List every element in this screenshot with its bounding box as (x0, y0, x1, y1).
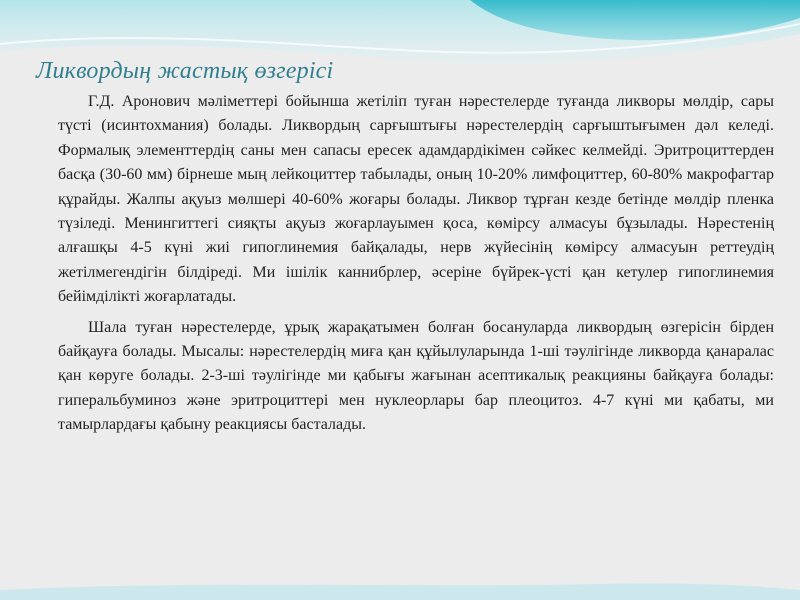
slide-body (58, 90, 774, 438)
slide-title: Ликвордың жастық өзгерісі (36, 58, 334, 84)
body-paragraph-2: Шала туған нәрестелерде, ұрық жарақатымен болған босануларда ликвордың өзгерісін бірден байқауға болады. Мысалы: нәрестелердің миға қан құйылуларында 1-ші тәулігінде ликворда қанаралас қан көруге болады. 2-3-ші тәулігінде ми қабығы жағынан асептикалық реакцияны байқауға болады: гиперальбуминоз және эритроциттері мен нуклеорлары бар плеоцитоз. 4-7 күні ми қабаты, ми тамырлардағы қабыну реакциясы басталады. (58, 318, 774, 434)
body-paragraph-1: Г.Д. Аронович мәліметтері бойынша жетіліп туған нәрестелерде туғанда ликворы мөлдір, сары түсті (исинтохмания) болады. Ликвордың сарғыштығы нәрестелердің сарғыштығымен дәл келеді. Формалық элементтердің саны мен сапасы ересек адамдардікімен сәйкес келмейді. Эритроциттерден басқа (30-60 мм) бірнеше мың лейкоциттер табылады, оның 10-20% лимфоциттер, 60-80% макрофагтар құрайды. Жалпы ақуыз мөлшері 40-60% жоғары болады. Ликвор тұрған кезде бетінде мөлдір пленка түзіледі. Менингиттегі сияқты ақуыз жоғарлауымен қоса, көмірсу алмасуы бұзылады. Нәрестенің алғашқы 4-5 күні жиі гипоглинемия байқалады, нерв жүйесінің көмірсу алмасуын реттеудің жетілмегендігін білдіреді. Ми ішілік каннибрлер, әсеріне бүйрек-үсті қан кетулер гипоглинемия бейімділікті жоғарлатады. (58, 93, 774, 306)
